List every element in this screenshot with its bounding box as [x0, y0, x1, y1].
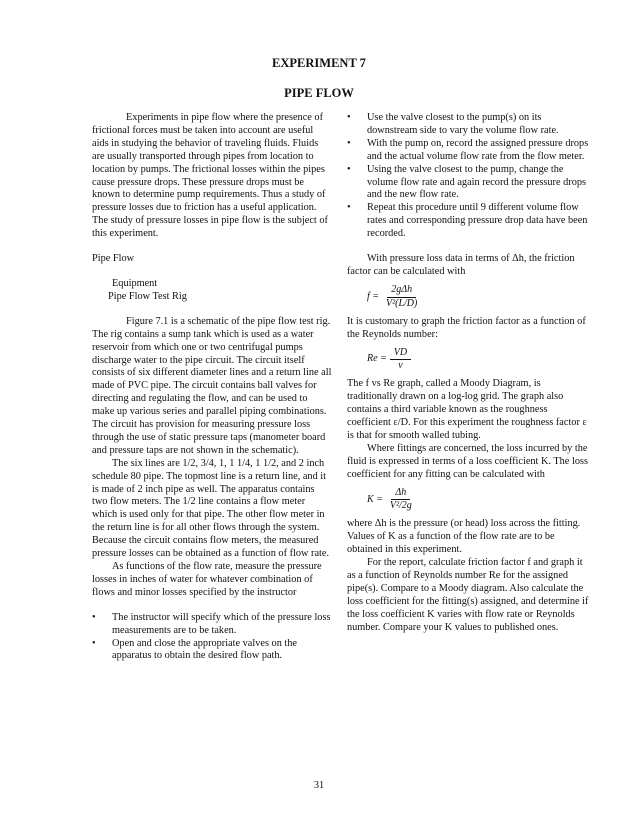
equation-fraction	[390, 347, 411, 374]
equation-numerator: Δh	[391, 487, 410, 501]
bullet-icon: •	[347, 137, 351, 149]
equation-numerator: 2gΔh	[387, 284, 416, 298]
list-item: • With the pump on, record the assigned pressure drops and the actual volume flow rate from the flow meter.	[347, 137, 589, 162]
equation-denominator: V²(L/D)	[386, 297, 418, 309]
reynolds-intro: It is customary to graph the friction factor as a function of the Reynolds number:	[347, 315, 586, 340]
loss-coefficient-equation	[367, 487, 590, 514]
equation-numerator: VD	[390, 347, 411, 361]
equipment-item: Pipe Flow Test Rig	[108, 290, 187, 302]
intro-paragraph: Experiments in pipe flow where the presence of frictional forces must be taken into account are useful aids in studying the behavior of traveling fluids. Fluids are usually transported through pipes from location to location by pumps. The frictional losses within the pipes cause pressure drops. These pressure drops must be known to determine pump requirements. Thus a study of pressure losses due to friction has a useful application. The study of pressure losses in pipe flow is the subject of this experiment.	[92, 112, 328, 240]
page-number: 31	[313, 780, 325, 791]
list-item: • The instructor will specify which of the pressure loss measurements are to be taken.	[92, 611, 331, 636]
equation-lhs: K =	[367, 493, 383, 505]
experiment-number: EXPERIMENT 7	[272, 56, 366, 70]
rig-description: Figure 7.1 is a schematic of the pipe flow test rig. The rig contains a sump tank which is used as a water reservoir from which one or two centrifugal pumps discharge water to the pipe circuit. The circuit itself consists of six different diameter lines and a return line all made of PVC pipe. The circuit contains ball valves for directing and regulating the flow, and can be used to make up various series and parallel piping combinations. The circuit has provision for measuring pressure loss through the use of static pressure taps (manometer board and pressure taps are not shown in the schematic).	[92, 315, 332, 456]
bullet-icon: •	[347, 202, 351, 214]
page-title: PIPE FLOW	[284, 86, 354, 100]
bullet-icon: •	[92, 637, 96, 649]
equipment-block	[92, 278, 332, 304]
where-paragraph: where Δh is the pressure (or head) loss across the fitting. Values of K as a function of the flow rate are to be obtained in this experiment.	[347, 518, 581, 556]
friction-intro: With pressure loss data in terms of Δh, the friction factor can be calculated with	[347, 253, 575, 277]
equipment-heading: Equipment	[112, 277, 158, 289]
equation-denominator: V²/2g	[389, 500, 412, 512]
list-item: • Using the valve closest to the pump, change the volume flow rate and again record the pressure drops and the new flow rate.	[347, 163, 587, 201]
report-paragraph: For the report, calculate friction factor f and graph it as a function of Reynolds number Re for the assigned pipe(s). Compare to a Moody diagram. Also calculate the loss coefficient for the fitting(s) assigned, and determine if the loss coefficient K varies with flow rate or Reynolds number. Compare your K values to published ones.	[347, 557, 589, 633]
equation-fraction	[382, 284, 421, 311]
friction-factor-equation	[367, 284, 590, 311]
reynolds-equation	[367, 347, 590, 374]
equation-lhs: Re =	[367, 353, 387, 365]
bullet-icon: •	[92, 611, 96, 623]
list-item: • Use the valve closest to the pump(s) on its downstream side to vary the volume flow rate.	[347, 112, 559, 136]
bullet-icon: •	[347, 163, 351, 175]
left-column	[92, 112, 332, 663]
left-bullet-list	[92, 612, 332, 664]
equation-fraction	[386, 487, 416, 514]
bullet-icon: •	[347, 112, 351, 123]
section-heading: Pipe Flow	[92, 253, 135, 265]
right-column	[347, 112, 590, 635]
moody-paragraph: The f vs Re graph, called a Moody Diagram, is traditionally drawn on a log-log grid. The graph also contains a third variable known as the roughness coefficient ε/D. For this experiment the roughness factor ε is that for smooth walled tubing.	[347, 378, 587, 441]
functions-paragraph: As functions of the flow rate, measure the pressure losses in inches of water for whatever combination of flows and minor losses specified by the instructor	[92, 561, 322, 598]
list-item: • Open and close the appropriate valves on the apparatus to obtain the desired flow path.	[92, 637, 297, 662]
list-item: • Repeat this procedure until 9 different volume flow rates and corresponding pressure drop data have been recorded.	[347, 202, 588, 240]
equation-lhs: f =	[367, 290, 380, 302]
right-bullet-list	[347, 112, 590, 241]
lines-description: The six lines are 1/2, 3/4, 1, 1 1/4, 1 1/2, and 2 inch schedule 80 pipe. The topmost line is a return line, and it is made of 2 inch pipe as well. The apparatus contains two flow meters. The 1/2 line contains a flow meter which is used only for that pipe. The other flow meter in the return line is for all other flows through the system. Because the circuit contains flow meters, the measured pressure losses can be obtained as a function of flow rate.	[92, 457, 330, 560]
fittings-paragraph: Where fittings are concerned, the loss incurred by the fluid is expressed in terms of a loss coefficient K. The loss coefficient for any fitting can be calculated with	[347, 442, 588, 480]
equation-denominator: ν	[398, 360, 403, 372]
